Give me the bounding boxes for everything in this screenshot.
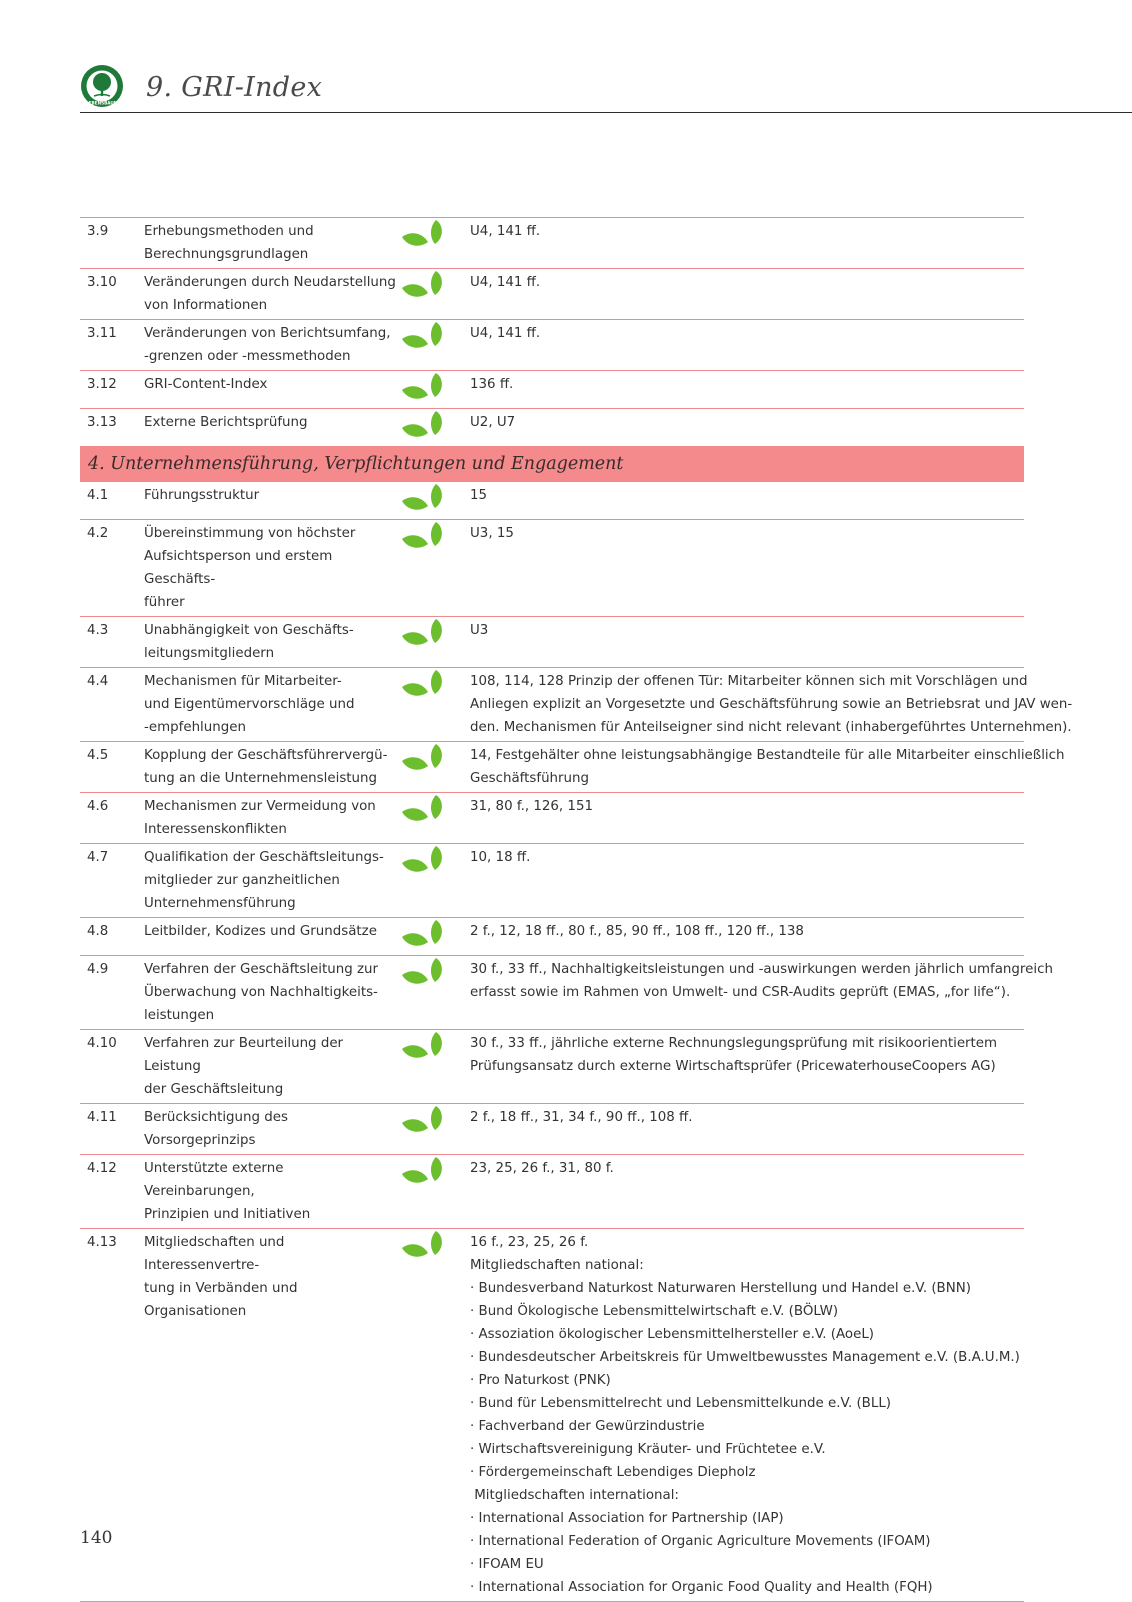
page-reference <box>462 793 1024 843</box>
reference-line: U4, 141 ff. <box>470 326 541 341</box>
indicator-number: 3.12 <box>87 377 117 392</box>
reference-line: 2 f., 12, 18 ff., 80 f., 85, 90 ff., 108 ff., 120 ff., 138 <box>470 924 804 939</box>
indicator-number: 4.9 <box>87 962 109 977</box>
status-cell <box>398 269 462 319</box>
header-divider <box>80 112 1132 113</box>
reference-line: 108, 114, 128 Prinzip der offenen Tür: Mitarbeiter können sich mit Vorschlägen und <box>470 674 1028 689</box>
table-row <box>80 918 1024 956</box>
indicator-number: 4.11 <box>87 1110 117 1125</box>
table-row <box>80 1229 1024 1602</box>
page-title: 9. GRI-Index <box>146 72 323 103</box>
table-row <box>80 520 1024 617</box>
table-row <box>80 482 1024 520</box>
table-row <box>80 1155 1024 1229</box>
status-cell <box>398 617 462 667</box>
leaf-icon <box>400 1104 446 1142</box>
description-line: führer <box>144 595 185 610</box>
indicator-description <box>144 320 398 370</box>
indicator-description <box>144 1104 398 1154</box>
description-line: Verfahren der Geschäftsleitung zur <box>144 962 378 977</box>
reference-line: 23, 25, 26 f., 31, 80 f. <box>470 1161 614 1176</box>
page-reference <box>462 520 1024 616</box>
status-cell <box>398 520 462 616</box>
reference-line: erfasst sowie im Rahmen von Umwelt- und CSR-Audits geprüft (EMAS, „for life“). <box>470 985 1011 1000</box>
indicator-number: 4.3 <box>87 623 109 638</box>
status-cell <box>398 742 462 792</box>
status-cell <box>398 1104 462 1154</box>
table-row <box>80 371 1024 409</box>
description-line: mitglieder zur ganzheitlichen <box>144 873 340 888</box>
reference-line: Geschäftsführung <box>470 771 590 786</box>
status-cell <box>398 371 462 408</box>
description-line: Interessenskonflikten <box>144 822 287 837</box>
status-cell <box>398 1030 462 1103</box>
description-line: Unterstützte externe Vereinbarungen, <box>144 1161 284 1199</box>
page-header <box>80 62 1132 114</box>
leaf-icon <box>400 668 446 706</box>
status-cell <box>398 320 462 370</box>
description-line: Führungsstruktur <box>144 488 260 503</box>
indicator-number: 4.7 <box>87 850 109 865</box>
reference-line: · Assoziation ökologischer Lebensmittelhersteller e.V. (AoeL) <box>470 1327 875 1342</box>
reference-line: · Bund für Lebensmittelrecht und Lebensmittelkunde e.V. (BLL) <box>470 1396 892 1411</box>
reference-line: · Fachverband der Gewürzindustrie <box>470 1419 705 1434</box>
page-reference <box>462 482 1024 519</box>
description-line: leistungen <box>144 1008 215 1023</box>
leaf-icon <box>400 1155 446 1193</box>
reference-line: · International Federation of Organic Agriculture Movements (IFOAM) <box>470 1534 931 1549</box>
page-reference <box>462 269 1024 319</box>
reference-line: U4, 141 ff. <box>470 224 541 239</box>
description-line: Prinzipien und Initiativen <box>144 1207 311 1222</box>
lebensbaum-logo-icon <box>80 64 124 108</box>
indicator-description <box>144 956 398 1029</box>
status-cell <box>398 1155 462 1228</box>
description-line: Leitbilder, Kodizes und Grundsätze <box>144 924 377 939</box>
reference-line: 30 f., 33 ff., jährliche externe Rechnungslegungsprüfung mit risikoorientiertem <box>470 1036 998 1051</box>
description-line: Mechanismen zur Vermeidung von <box>144 799 376 814</box>
indicator-description <box>144 793 398 843</box>
indicator-description <box>144 918 398 955</box>
reference-line: Anliegen explizit an Vorgesetzte und Geschäftsführung sowie an Betriebsrat und JAV wen- <box>470 697 1073 712</box>
logo-text: LEBENSBAUM <box>86 100 118 106</box>
leaf-icon <box>400 269 446 307</box>
indicator-description <box>144 1155 398 1228</box>
reference-line: U3, 15 <box>470 526 514 541</box>
page-reference <box>462 218 1024 268</box>
description-line: -grenzen oder -messmethoden <box>144 349 351 364</box>
indicator-description <box>144 269 398 319</box>
reference-line: 31, 80 f., 126, 151 <box>470 799 593 814</box>
page-reference <box>462 844 1024 917</box>
description-line: Erhebungsmethoden und <box>144 224 314 239</box>
description-line: tung in Verbänden und Organisationen <box>144 1281 298 1319</box>
table-row <box>80 617 1024 668</box>
rows-section-3 <box>80 218 1024 447</box>
description-line: -empfehlungen <box>144 720 246 735</box>
page-reference <box>462 1104 1024 1154</box>
table-row <box>80 1030 1024 1104</box>
reference-line: U4, 141 ff. <box>470 275 541 290</box>
indicator-number: 4.12 <box>87 1161 117 1176</box>
leaf-icon <box>400 918 446 956</box>
page-reference <box>462 742 1069 792</box>
page-reference <box>462 956 1057 1029</box>
reference-line: 15 <box>470 488 488 503</box>
description-line: von Informationen <box>144 298 268 313</box>
indicator-description <box>144 1229 398 1601</box>
description-line: Veränderungen durch Neudarstellung <box>144 275 396 290</box>
indicator-description <box>144 218 398 268</box>
indicator-description <box>144 742 398 792</box>
indicator-number: 3.9 <box>87 224 109 239</box>
leaf-icon <box>400 742 446 780</box>
indicator-number: 4.4 <box>87 674 109 689</box>
indicator-number: 4.10 <box>87 1036 117 1051</box>
description-line: der Geschäftsleitung <box>144 1082 284 1097</box>
page-reference <box>462 1030 1024 1103</box>
reference-line: 14, Festgehälter ohne leistungsabhängige Bestandteile für alle Mitarbeiter einschließlich <box>470 748 1065 763</box>
status-cell <box>398 844 462 917</box>
leaf-icon <box>400 520 446 558</box>
reference-line: · IFOAM EU <box>470 1557 544 1572</box>
page-reference <box>462 1229 1024 1601</box>
indicator-number: 4.2 <box>87 526 109 541</box>
table-row <box>80 269 1024 320</box>
status-cell <box>398 218 462 268</box>
description-line: Berücksichtigung des Vorsorgeprinzips <box>144 1110 288 1148</box>
description-line: leitungsmitgliedern <box>144 646 275 661</box>
indicator-description <box>144 844 398 917</box>
reference-line: 10, 18 ff. <box>470 850 531 865</box>
indicator-description <box>144 409 398 446</box>
indicator-number: 4.13 <box>87 1235 117 1250</box>
description-line: Unternehmensführung <box>144 896 296 911</box>
description-line: Unabhängigkeit von Geschäfts- <box>144 623 354 638</box>
indicator-number: 4.5 <box>87 748 109 763</box>
reference-line: · Bundesverband Naturkost Naturwaren Herstellung und Handel e.V. (BNN) <box>470 1281 972 1296</box>
page-reference <box>462 918 1024 955</box>
description-line: und Eigentümervorschläge und <box>144 697 355 712</box>
page-reference <box>462 617 1024 667</box>
status-cell <box>398 1229 462 1601</box>
description-line: Berechnungsgrundlagen <box>144 247 309 262</box>
reference-line: U2, U7 <box>470 415 516 430</box>
table-row <box>80 668 1073 742</box>
page-reference <box>462 409 1024 446</box>
page-number: 140 <box>80 1528 113 1548</box>
reference-line: · Fördergemeinschaft Lebendiges Diepholz <box>470 1465 756 1480</box>
description-line: Veränderungen von Berichtsumfang, <box>144 326 391 341</box>
status-cell <box>398 956 462 1029</box>
description-line: Externe Berichtsprüfung <box>144 415 308 430</box>
table-row <box>80 793 1024 844</box>
page-reference <box>462 371 1024 408</box>
leaf-icon <box>400 844 446 882</box>
leaf-icon <box>400 371 446 409</box>
reference-line: · Pro Naturkost (PNK) <box>470 1373 611 1388</box>
rows-section-4 <box>80 482 1073 1602</box>
description-line: Mitgliedschaften und Interessenvertre- <box>144 1235 285 1273</box>
table-row <box>80 218 1024 269</box>
status-cell <box>398 793 462 843</box>
leaf-icon <box>400 793 446 831</box>
reference-line: · Bund Ökologische Lebensmittelwirtschaft e.V. (BÖLW) <box>470 1304 839 1319</box>
status-cell <box>398 668 462 741</box>
table-row <box>80 320 1024 371</box>
page-reference <box>462 668 1076 741</box>
indicator-number: 4.1 <box>87 488 109 503</box>
reference-line: U3 <box>470 623 489 638</box>
description-line: Kopplung der Geschäftsführervergü- <box>144 748 388 763</box>
status-cell <box>398 918 462 955</box>
indicator-description <box>144 482 398 519</box>
table-row <box>80 956 1053 1030</box>
reference-line: · Wirtschaftsvereinigung Kräuter- und Früchtetee e.V. <box>470 1442 826 1457</box>
page-reference <box>462 1155 1024 1228</box>
indicator-number: 3.11 <box>87 326 117 341</box>
leaf-icon <box>400 1229 446 1267</box>
description-line: Aufsichtsperson und erstem Geschäfts- <box>144 549 333 587</box>
reference-line: Mitgliedschaften international: <box>470 1488 679 1503</box>
indicator-description <box>144 520 398 616</box>
reference-line: 2 f., 18 ff., 31, 34 f., 90 ff., 108 ff. <box>470 1110 693 1125</box>
table-row <box>80 1104 1024 1155</box>
status-cell <box>398 482 462 519</box>
page-reference <box>462 320 1024 370</box>
reference-line: Mitgliedschaften national: <box>470 1258 644 1273</box>
indicator-description <box>144 371 398 408</box>
table-row <box>80 844 1024 918</box>
indicator-description <box>144 1030 398 1103</box>
leaf-icon <box>400 617 446 655</box>
reference-line: · International Association for Organic Food Quality and Health (FQH) <box>470 1580 933 1595</box>
leaf-icon <box>400 320 446 358</box>
indicator-description <box>144 617 398 667</box>
indicator-number: 3.13 <box>87 415 117 430</box>
reference-line: Prüfungsansatz durch externe Wirtschaftsprüfer (PricewaterhouseCoopers AG) <box>470 1059 996 1074</box>
gri-index-table <box>80 217 1073 1602</box>
reference-line: · Bundesdeutscher Arbeitskreis für Umweltbewusstes Management e.V. (B.A.U.M.) <box>470 1350 1020 1365</box>
table-row <box>80 409 1024 447</box>
leaf-icon <box>400 409 446 447</box>
indicator-description <box>144 668 398 741</box>
reference-line: den. Mechanismen für Anteilseigner sind nicht relevant (inhabergeführtes Unternehmen). <box>470 720 1072 735</box>
description-line: Verfahren zur Beurteilung der Leistung <box>144 1036 344 1074</box>
reference-line: 16 f., 23, 25, 26 f. <box>470 1235 589 1250</box>
leaf-icon <box>400 482 446 520</box>
description-line: Überwachung von Nachhaltigkeits- <box>144 985 378 1000</box>
table-row <box>80 742 1065 793</box>
reference-line: 30 f., 33 ff., Nachhaltigkeitsleistungen und -auswirkungen werden jährlich umfangreich <box>470 962 1053 977</box>
indicator-number: 4.6 <box>87 799 109 814</box>
indicator-number: 4.8 <box>87 924 109 939</box>
description-line: Mechanismen für Mitarbeiter- <box>144 674 342 689</box>
section-heading: 4. Unternehmensführung, Verpflichtungen und Engagement <box>80 447 1024 482</box>
description-line: Übereinstimmung von höchster <box>144 526 356 541</box>
indicator-number: 3.10 <box>87 275 117 290</box>
description-line: tung an die Unternehmensleistung <box>144 771 378 786</box>
description-line: Qualifikation der Geschäftsleitungs- <box>144 850 384 865</box>
status-cell <box>398 409 462 446</box>
description-line: GRI-Content-Index <box>144 377 268 392</box>
leaf-icon <box>400 956 446 994</box>
reference-line: · International Association for Partnership (IAP) <box>470 1511 784 1526</box>
leaf-icon <box>400 218 446 256</box>
reference-line: 136 ff. <box>470 377 514 392</box>
leaf-icon <box>400 1030 446 1068</box>
